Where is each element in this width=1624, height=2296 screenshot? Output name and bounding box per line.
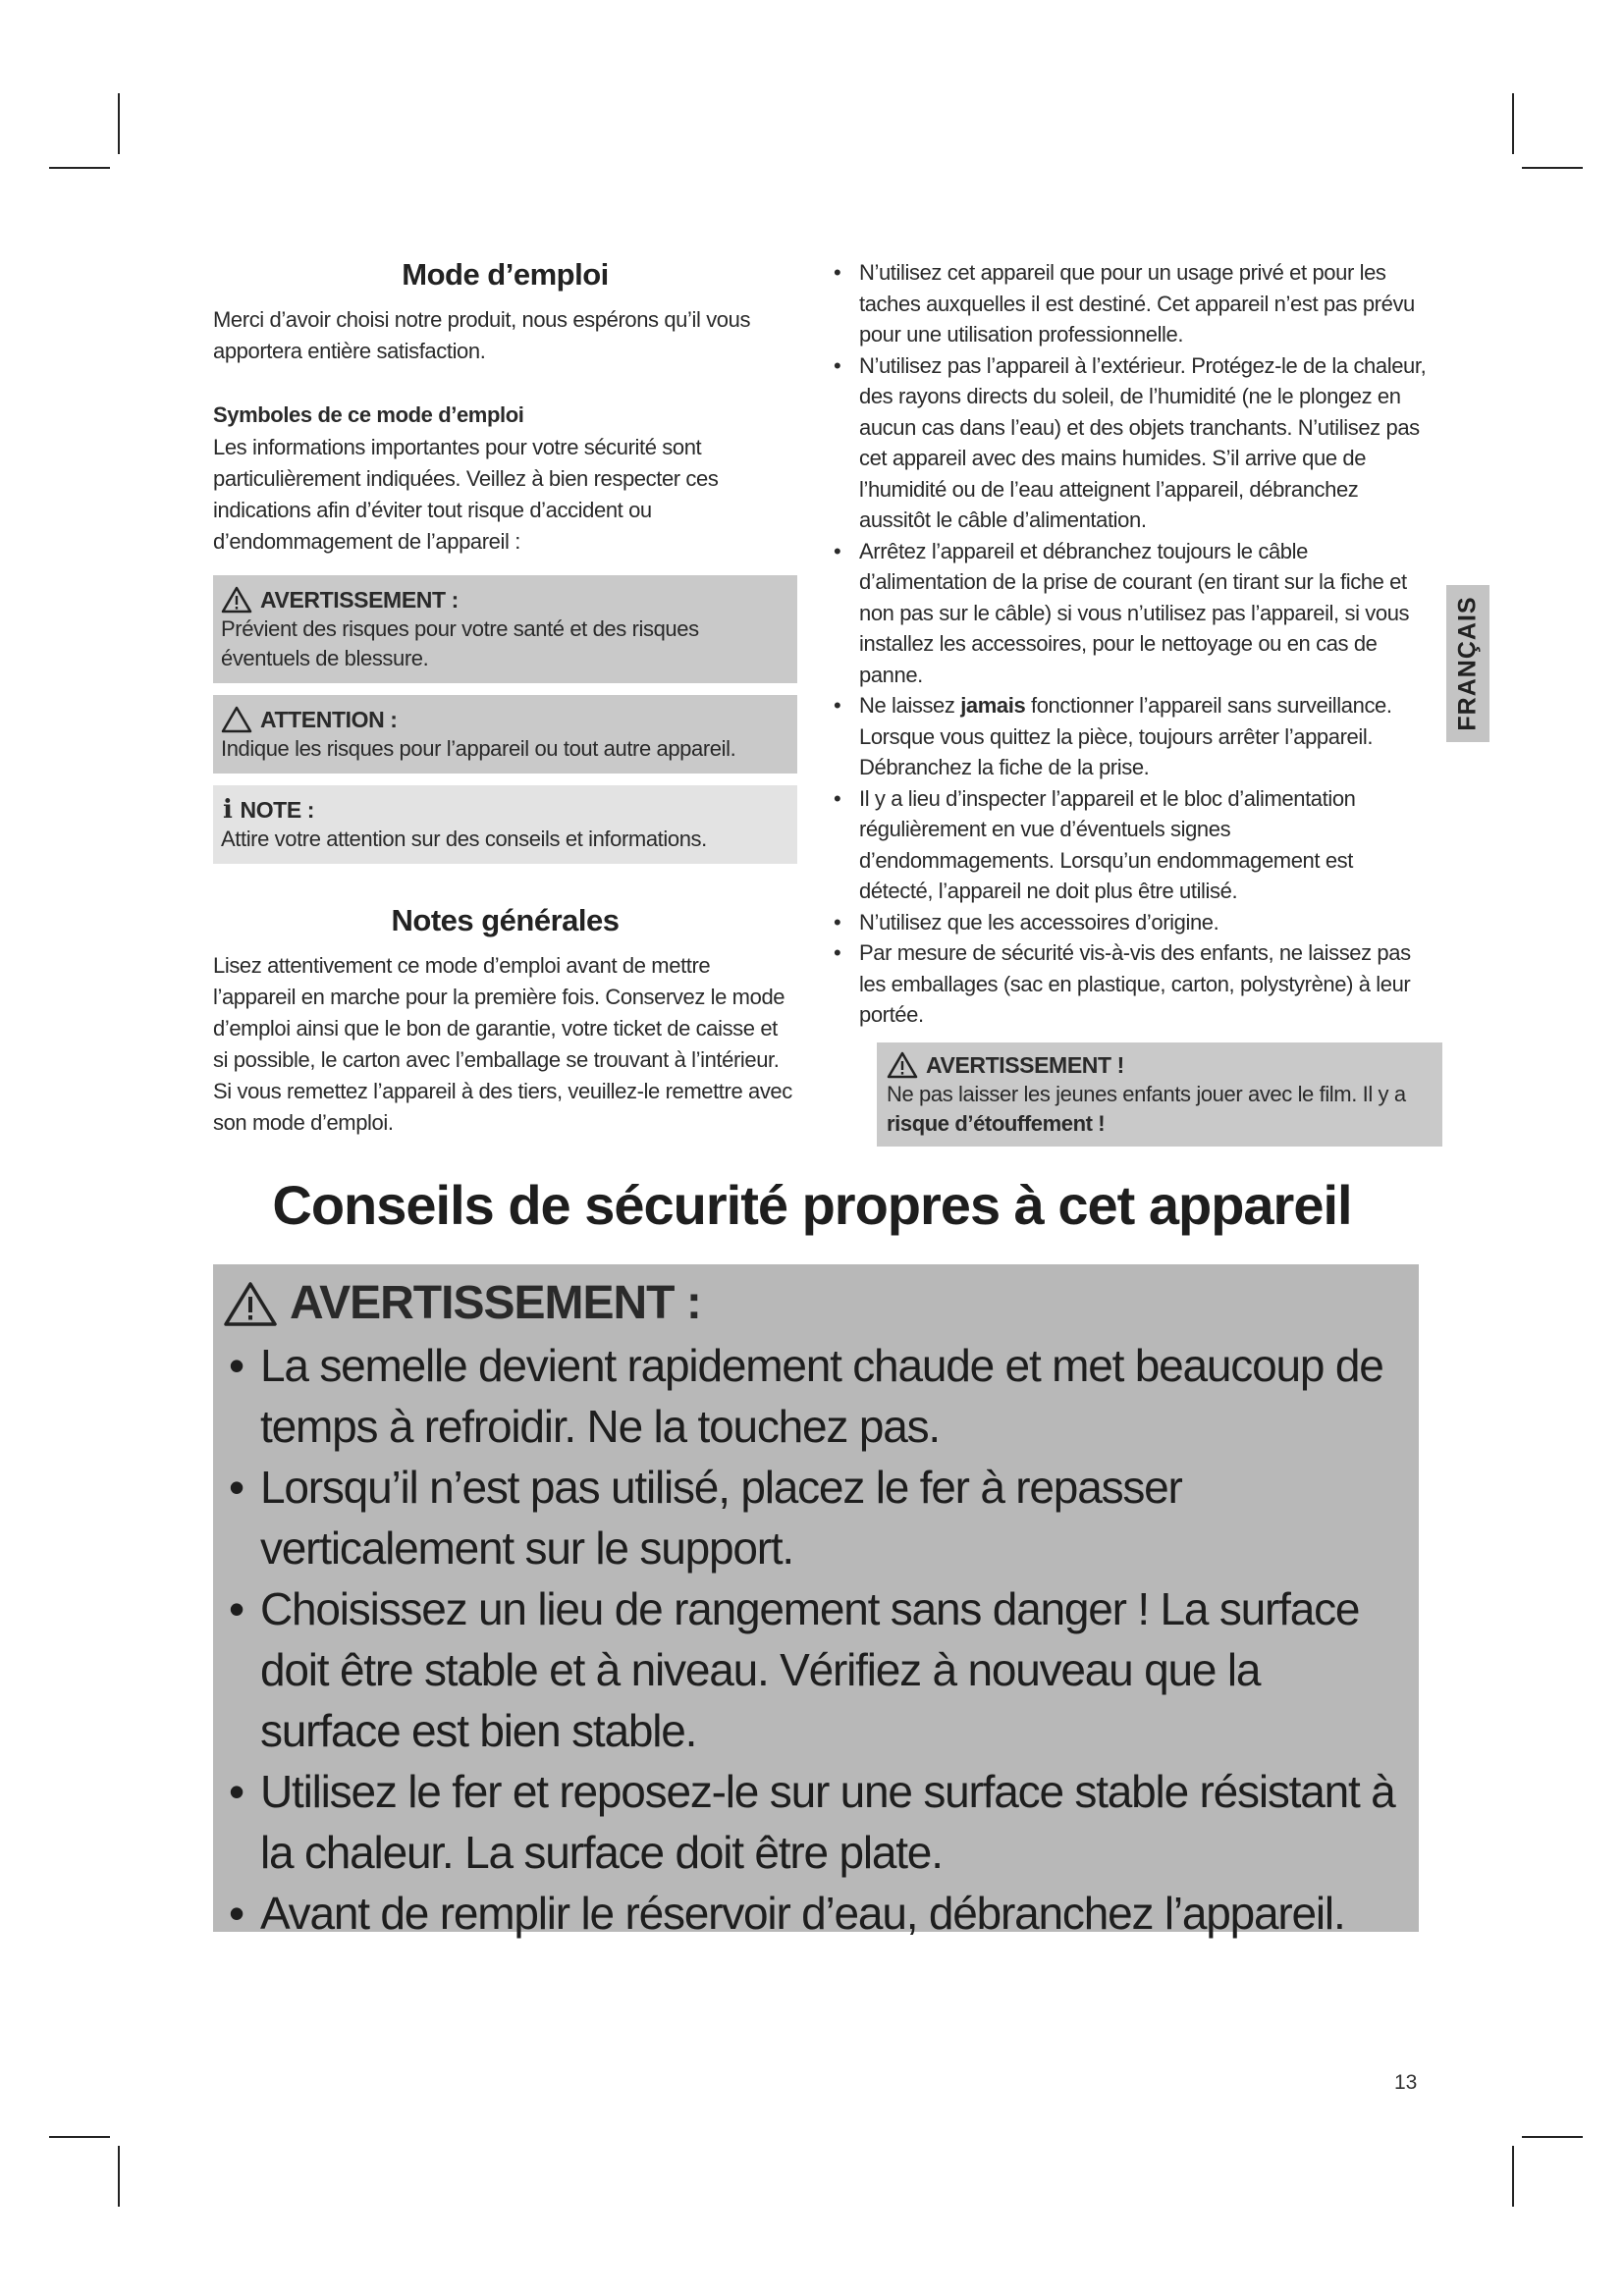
warning-text: Prévient des risques pour votre santé et des risques éventuels de blessure.	[221, 616, 699, 670]
appliance-warning-title	[223, 1276, 1403, 1331]
note-text: Attire votre attention sur des conseils et informations.	[221, 827, 707, 851]
note-box-title	[221, 795, 787, 825]
crop-mark	[49, 2136, 110, 2138]
film-warning-box	[877, 1042, 1442, 1147]
film-warning-text	[887, 1080, 1433, 1139]
bullet-text: fonctionner l’appareil sans surveillance. Lorsque vous quittez la pièce, toujours arrêter l’appareil. Débranchez la fiche de la prise.	[859, 693, 1392, 779]
film-warning-label: AVERTISSEMENT !	[926, 1051, 1124, 1078]
safety-bullets	[834, 257, 1428, 1031]
warning-box-title	[221, 585, 787, 614]
note-label: NOTE :	[240, 797, 315, 823]
language-label: FRANÇAIS	[1453, 596, 1482, 731]
appliance-warning-box	[213, 1264, 1419, 1939]
list-item: • N’utilisez que les accessoires d’origine.	[834, 907, 1428, 938]
warning-triangle-icon	[221, 586, 252, 614]
general-text: Lisez attentivement ce mode d’emploi avant de mettre l’appareil en marche pour la première fois. Conservez le mode d’emploi ainsi que le bon de garantie, votre ticket de caisse et si possible, le carton avec l’emballage se trouvant à l’intérieur. Si vous remettez l’appareil à des tiers, veuillez-le remettre avec son mode d’emploi.	[213, 953, 792, 1135]
general-title: Notes générales	[391, 903, 620, 937]
bullet-emphasis: jamais	[960, 693, 1026, 718]
appliance-warning-list	[223, 1335, 1403, 1944]
page-number: 13	[1394, 2071, 1418, 2094]
crop-mark	[118, 93, 120, 154]
list-item: • N’utilisez pas l’appareil à l’extérieur. Protégez-le de la chaleur, des rayons directs du soleil, de l’humidité (ne le plongez en aucun cas dans l’eau) et des objets tranchants. N’utilisez pas cet appareil avec des mains humides. S’il arrive que de l’humidité ou de l’eau atteignent l’appareil, débranchez aussitôt le câble d’alimentation.	[834, 350, 1428, 536]
intro-text: Merci d’avoir choisi notre produit, nous espérons qu’il vous apportera entière satisfaction.	[213, 307, 751, 363]
list-item: • La semelle devient rapidement chaude et met beaucoup de temps à refroidir. Ne la touchez pas.	[223, 1335, 1403, 1457]
attention-box-title	[221, 705, 787, 734]
appliance-warning-label: AVERTISSEMENT :	[290, 1277, 701, 1329]
list-item: • Lorsqu’il n’est pas utilisé, placez le fer à repasser verticalement sur le support.	[223, 1457, 1403, 1578]
list-item: • N’utilisez cet appareil que pour un usage privé et pour les taches auxquelles il est destiné. Cet appareil n’est pas prévu pour une utilisation professionnelle.	[834, 257, 1428, 350]
warning-box	[213, 575, 797, 683]
mode-title: Mode d’emploi	[402, 257, 609, 292]
film-warning-body: Ne pas laisser les jeunes enfants jouer avec le film. Il y a	[887, 1081, 1406, 1106]
safety-title: Conseils de sécurité propres à cet appareil	[272, 1174, 1352, 1236]
crop-mark	[1522, 2136, 1583, 2138]
attention-box	[213, 695, 797, 774]
list-item: • Utilisez le fer et reposez-le sur une surface stable résistant à la chaleur. La surface doit être plate.	[223, 1761, 1403, 1883]
general-notes-section	[213, 903, 797, 1139]
warning-triangle-icon	[223, 1280, 278, 1327]
crop-mark	[1512, 93, 1514, 154]
symbols-title: Symboles de ce mode d’emploi	[213, 402, 524, 427]
symbols-text: Les informations importantes pour votre sécurité sont particulièrement indiquées. Veillez à bien respecter ces indications afin d’éviter tout risque d’accident ou d’endommagement de l’appareil :	[213, 435, 719, 554]
crop-mark	[118, 2146, 120, 2207]
warning-triangle-icon	[887, 1051, 918, 1079]
film-warning-title	[887, 1050, 1433, 1080]
attention-text: Indique les risques pour l’appareil ou tout autre appareil.	[221, 736, 736, 761]
list-item: • Par mesure de sécurité vis-à-vis des enfants, ne laissez pas les emballages (sac en plastique, carton, polystyrène) à leur portée.	[834, 937, 1428, 1031]
list-item	[834, 690, 1428, 783]
attention-label: ATTENTION :	[260, 707, 398, 732]
right-column	[834, 257, 1428, 1147]
language-tab	[1446, 585, 1489, 742]
list-item: • Choisissez un lieu de rangement sans danger ! La surface doit être stable et à niveau. Vérifiez à nouveau que la surface est bien stable.	[223, 1578, 1403, 1761]
note-box	[213, 785, 797, 864]
list-item: • Avant de remplir le réservoir d’eau, débranchez l’appareil.	[223, 1883, 1403, 1944]
crop-mark	[1522, 167, 1583, 169]
bullet-text: Ne laissez	[859, 693, 961, 718]
film-warning-emphasis: risque d’étouffement !	[887, 1110, 1106, 1136]
left-column	[213, 257, 797, 1139]
crop-mark	[49, 167, 110, 169]
list-item: • Il y a lieu d’inspecter l’appareil et le bloc d’alimentation régulièrement en vue d’éventuels signes d’endommagements. Lorsqu’un endommagement est détecté, l’appareil ne doit plus être utilisé.	[834, 783, 1428, 907]
list-item: • Arrêtez l’appareil et débranchez toujours le câble d’alimentation de la prise de courant (en tirant sur la fiche et non pas sur le câble) si vous n’utilisez pas l’appareil, si vous installez les accessoires, pour le nettoyage ou en cas de panne.	[834, 536, 1428, 691]
caution-triangle-icon	[221, 706, 252, 733]
warning-label: AVERTISSEMENT :	[260, 587, 459, 613]
info-icon: i	[223, 795, 233, 825]
crop-mark	[1512, 2146, 1514, 2207]
